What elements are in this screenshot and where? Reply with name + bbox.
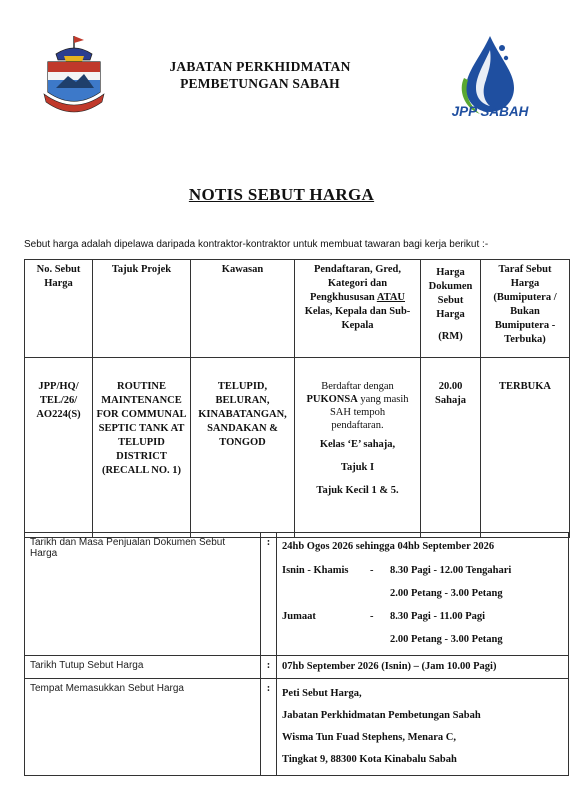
- cell-text: TELUPID,: [217, 381, 268, 392]
- cell-text: DISTRICT: [116, 451, 167, 462]
- quotation-table-row: [25, 358, 570, 538]
- info-row-jualan: [25, 533, 569, 656]
- value-jualan: [277, 533, 569, 656]
- header-text: No. Sebut: [36, 264, 81, 275]
- colon: :: [261, 533, 277, 656]
- cell-text: SEPTIC TANK AT: [98, 423, 185, 434]
- header-text: Harga: [436, 309, 465, 320]
- header-text: [424, 322, 477, 330]
- schedule-time: 8.30 Pagi - 12.00 Tengahari: [390, 565, 512, 576]
- header-text: Pendaftaran, Gred,: [313, 264, 401, 275]
- schedule-spacer: [282, 582, 370, 605]
- cell-tajuk-projek: [93, 358, 191, 538]
- address-line: Peti Sebut Harga,: [282, 688, 362, 699]
- intro-text: Sebut harga adalah dipelawa daripada kontraktor-kontraktor untuk membuat tawaran bagi kerja berikut :-: [24, 239, 489, 250]
- notice-title: NOTIS SEBUT HARGA: [188, 185, 375, 204]
- header-text: Bukan: [510, 306, 540, 317]
- value-tutup: 07hb September 2026 (Isnin) – (Jam 10.00 Pagi): [277, 656, 569, 679]
- cell-text: TEL/26/: [39, 395, 78, 406]
- schedule-spacer: [282, 628, 370, 651]
- header-text: Harga: [510, 278, 540, 289]
- address-line: Wisma Tun Fuad Stephens, Menara C,: [282, 732, 456, 743]
- cell-pendaftaran: [295, 358, 421, 538]
- cell-text-pukonsa-line: [298, 393, 417, 406]
- header-text: Tajuk Projek: [111, 264, 172, 275]
- header-text: Kategori dan: [327, 278, 388, 289]
- colon: :: [261, 656, 277, 679]
- address-line: Tingkat 9, 88300 Kota Kinabalu Sabah: [282, 754, 457, 765]
- header-text: Taraf Sebut: [498, 264, 552, 275]
- pukonsa-text: PUKONSA: [306, 394, 358, 405]
- quotation-table: [24, 259, 570, 538]
- schedule-spacer: [370, 628, 390, 651]
- sabah-crest-logo: [38, 30, 110, 126]
- cell-text: KINABATANGAN,: [198, 409, 287, 420]
- cell-text-tajuk-kecil: Tajuk Kecil 1 & 5.: [316, 485, 399, 496]
- schedule-dash: -: [370, 565, 374, 576]
- cell-text: TELUPID: [118, 437, 165, 448]
- schedule-time: 2.00 Petang - 3.00 Petang: [390, 634, 503, 645]
- cell-text: TONGOD: [219, 437, 266, 448]
- cell-text: SANDAKAN &: [207, 423, 278, 434]
- schedule-spacer: [370, 582, 390, 605]
- cell-no-sebut-harga: [25, 358, 93, 538]
- schedule-time: 2.00 Petang - 3.00 Petang: [390, 588, 503, 599]
- cell-text: MAINTENANCE: [101, 395, 182, 406]
- label-tutup: Tarikh Tutup Sebut Harga: [25, 656, 261, 679]
- info-row-tutup: [25, 656, 569, 679]
- header-text: (Bumiputera /: [493, 292, 557, 303]
- header-taraf: [481, 260, 570, 358]
- quotation-table-header-row: [25, 260, 570, 358]
- address-line: Jabatan Perkhidmatan Pembetungan Sabah: [282, 710, 481, 721]
- cell-text: 20.00: [438, 381, 463, 392]
- header-text: Harga: [44, 278, 73, 289]
- schedule: [282, 559, 563, 651]
- header-text: Sebut: [437, 295, 464, 306]
- header-text: Bumiputera -: [494, 320, 556, 331]
- header-text: Kepala: [341, 320, 374, 331]
- jpp-sabah-logo-text: JPP SABAH: [451, 104, 529, 119]
- cell-text: Sahaja: [435, 395, 466, 406]
- cell-text: AO224(S): [36, 409, 81, 420]
- cell-text: Berdaftar dengan: [321, 381, 394, 392]
- header-text: Terbuka): [504, 334, 546, 345]
- header-pendaftaran: [295, 260, 421, 358]
- department-title-line2: PEMBETUNGAN SABAH: [180, 76, 340, 91]
- cell-text: BELURAN,: [215, 395, 270, 406]
- cell-text-tajuk: Tajuk I: [340, 462, 375, 473]
- header-no-sebut-harga: [25, 260, 93, 358]
- cell-text: ROUTINE: [116, 381, 166, 392]
- atau-text: ATAU: [376, 292, 406, 303]
- cell-text: FOR COMMUNAL: [96, 409, 187, 420]
- department-title-line1: JABATAN PERKHIDMATAN: [169, 59, 351, 74]
- cell-text: TERBUKA: [499, 381, 551, 392]
- schedule-time: 8.30 Pagi - 11.00 Pagi: [390, 611, 486, 622]
- header-text: Kawasan: [221, 264, 264, 275]
- label-tempat: Tempat Memasukkan Sebut Harga: [25, 679, 261, 776]
- info-table: [24, 532, 569, 776]
- header-text: Pengkhususan ATAU: [309, 292, 406, 303]
- schedule-days-jumaat: Jumaat: [282, 611, 316, 622]
- cell-text: SAH tempoh: [329, 407, 386, 418]
- header-harga-dokumen: [421, 260, 481, 358]
- cell-text: JPP/HQ/: [38, 381, 79, 392]
- value-tempat: [277, 679, 569, 776]
- info-row-tempat: [25, 679, 569, 776]
- schedule-dash: -: [370, 611, 374, 622]
- cell-text: yang masih: [357, 394, 409, 405]
- department-title: [150, 58, 370, 92]
- cell-kawasan: [191, 358, 295, 538]
- cell-text-kelas: Kelas ‘E’ sahaja,: [319, 439, 396, 450]
- header-text: Harga: [436, 267, 465, 278]
- header-text: Dokumen: [428, 281, 473, 292]
- header-kawasan: [191, 260, 295, 358]
- label-jualan: Tarikh dan Masa Penjualan Dokumen Sebut Harga: [25, 533, 261, 656]
- header-text: (RM): [438, 331, 463, 342]
- header-text: Kelas, Kepala dan Sub-: [304, 306, 411, 317]
- cell-text: pendaftaran.: [331, 420, 384, 431]
- header-tajuk-projek: [93, 260, 191, 358]
- cell-harga: [421, 358, 481, 538]
- schedule-days-isnin-khamis: Isnin - Khamis: [282, 565, 349, 576]
- jualan-period: 24hb Ogos 2026 sehingga 04hb September 2026: [282, 541, 495, 552]
- colon: :: [261, 679, 277, 776]
- cell-taraf: [481, 358, 570, 538]
- cell-text: (RECALL NO. 1): [101, 465, 182, 476]
